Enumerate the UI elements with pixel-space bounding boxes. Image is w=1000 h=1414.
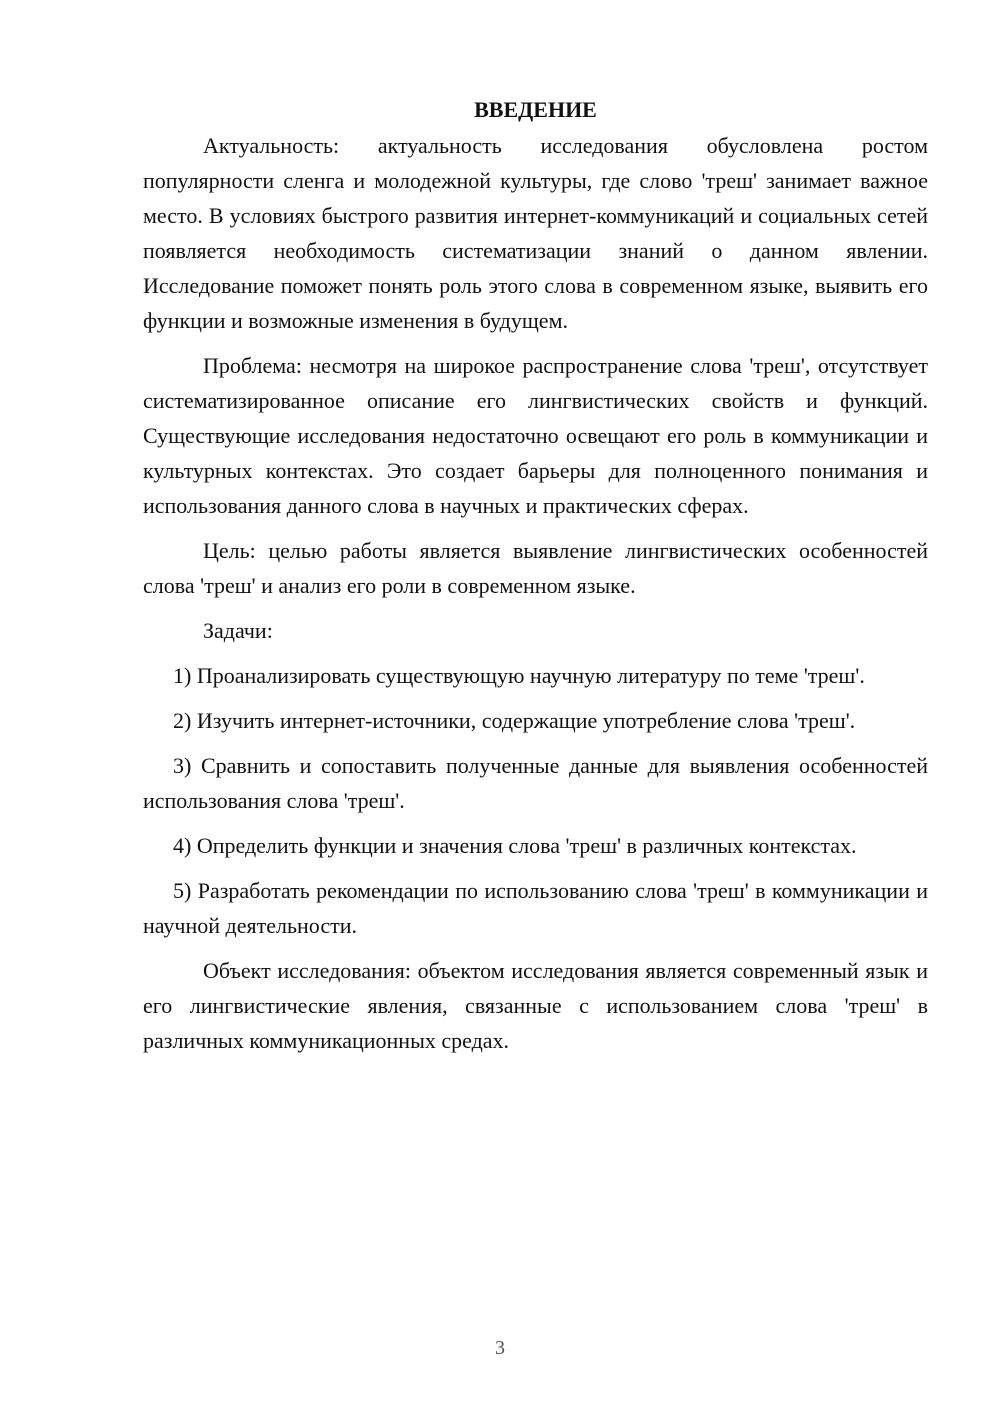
task-item-4: 4) Определить функции и значения слова 'треш' в различных контекстах. (173, 833, 857, 858)
task-item-1: 1) Проанализировать существующую научную литературу по теме 'треш'. (173, 663, 865, 688)
object-paragraph: Объект исследования: объектом исследования является современный язык и его лингвистические явления, связанные с использованием слова 'треш' в различных коммуникационных средах. (143, 958, 928, 1053)
relevance-paragraph: Актуальность: актуальность исследования обусловлена ростом популярности сленга и молодежной культуры, где слово 'треш' занимает важное место. В условиях быстрого развития интернет-коммуникаций и социальных сетей появляется необходимость систематизации знаний о данном явлении. Исследование поможет понять роль этого слова в современном языке, выявить его функции и возможные изменения в будущем. (143, 133, 928, 333)
document-page (143, 92, 928, 1068)
problem-paragraph: Проблема: несмотря на широкое распространение слова 'треш', отсутствует систематизированное описание его лингвистических свойств и функций. Существующие исследования недостаточно освещают его роль в коммуникации и культурных контекстах. Это создает барьеры для полноценного понимания и использования данного слова в научных и практических сферах. (143, 353, 928, 518)
section-heading: ВВЕДЕНИЕ (474, 97, 597, 122)
task-item-5: 5) Разработать рекомендации по использованию слова 'треш' в коммуникации и научной деятельности. (143, 878, 928, 938)
tasks-label: Задачи: (203, 618, 273, 643)
page-number: 3 (495, 1337, 505, 1359)
task-item-2: 2) Изучить интернет-источники, содержащие употребление слова 'треш'. (173, 708, 856, 733)
task-item-3: 3) Сравнить и сопоставить полученные данные для выявления особенностей использования слова 'треш'. (143, 753, 928, 813)
goal-paragraph: Цель: целью работы является выявление лингвистических особенностей слова 'треш' и анализ его роли в современном языке. (143, 538, 928, 598)
